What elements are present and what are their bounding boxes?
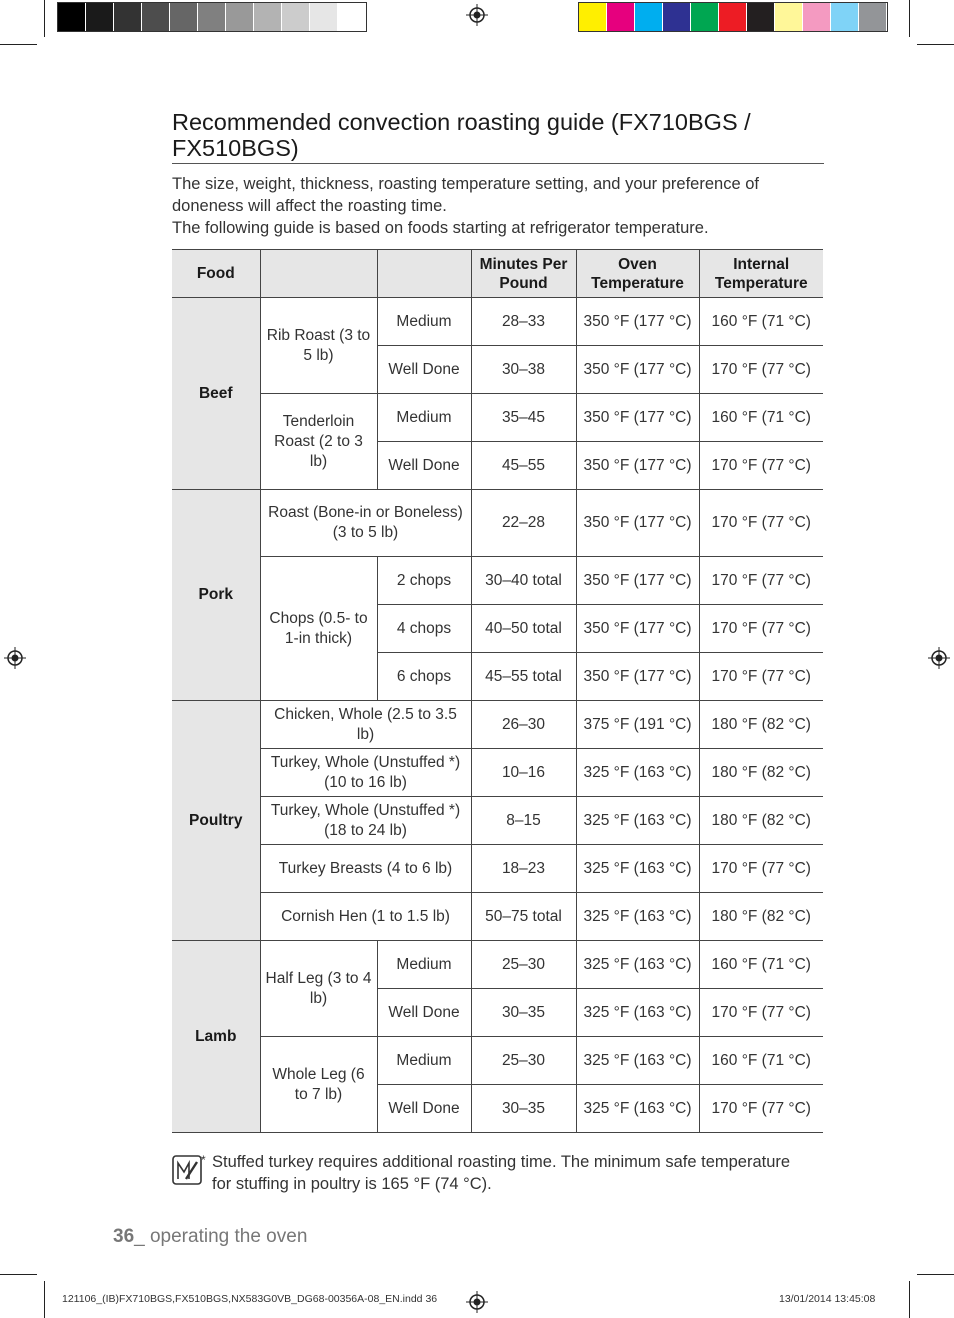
oven-temp-cell: 325 °F (163 °C) (576, 941, 699, 989)
page-footer (113, 1226, 307, 1248)
table-row (172, 490, 823, 557)
print-slug-date: 13/01/2014 13:45:08 (779, 1293, 876, 1305)
table-row (172, 941, 823, 989)
oven-temp-cell: 325 °F (163 °C) (576, 749, 699, 797)
calibration-swatch (663, 3, 691, 31)
minutes-cell: 28–33 (471, 298, 576, 346)
crop-mark (0, 44, 37, 45)
section-name: _ operating the oven (134, 1226, 308, 1247)
minutes-cell: 40–50 total (471, 605, 576, 653)
minutes-cell: 30–35 (471, 989, 576, 1037)
print-slug-file: 121106_(IB)FX710BGS,FX510BGS,NX583G0VB_DG68-00356A-08_EN.indd 36 (62, 1293, 438, 1305)
table-row (172, 298, 823, 346)
calibration-swatch (114, 3, 142, 31)
oven-temp-cell: 325 °F (163 °C) (576, 845, 699, 893)
doneness-cell: 4 chops (377, 605, 471, 653)
table-row (172, 1037, 823, 1085)
table-row (172, 845, 823, 893)
minutes-cell: 30–40 total (471, 557, 576, 605)
doneness-cell: Well Done (377, 989, 471, 1037)
internal-temp-cell: 170 °F (77 °C) (699, 490, 823, 557)
calibration-swatch (803, 3, 831, 31)
cut-cell: Half Leg (3 to 4 lb) (260, 941, 377, 1037)
category-poultry: Poultry (172, 701, 260, 941)
cut-cell: Cornish Hen (1 to 1.5 lb) (260, 893, 471, 941)
calibration-swatch (226, 3, 254, 31)
oven-temp-cell: 325 °F (163 °C) (576, 1085, 699, 1133)
doneness-cell: Well Done (377, 1085, 471, 1133)
doneness-cell: Medium (377, 941, 471, 989)
oven-temp-cell: 375 °F (191 °C) (576, 701, 699, 749)
internal-temp-cell: 170 °F (77 °C) (699, 442, 823, 490)
oven-temp-cell: 350 °F (177 °C) (576, 490, 699, 557)
calibration-swatch (310, 3, 338, 31)
note-pencil-icon (172, 1155, 202, 1185)
doneness-cell: Medium (377, 394, 471, 442)
header-oven-temp: Oven Temperature (576, 250, 699, 298)
doneness-cell: Medium (377, 1037, 471, 1085)
category-lamb: Lamb (172, 941, 260, 1133)
minutes-cell: 22–28 (471, 490, 576, 557)
table-header-row (172, 250, 823, 298)
oven-temp-cell: 350 °F (177 °C) (576, 653, 699, 701)
calibration-swatch (607, 3, 635, 31)
page-number: 36 (113, 1226, 135, 1247)
calibration-swatch (747, 3, 775, 31)
header-food: Food (172, 250, 260, 298)
internal-temp-cell: 170 °F (77 °C) (699, 989, 823, 1037)
crop-mark (917, 44, 954, 45)
internal-temp-cell: 170 °F (77 °C) (699, 653, 823, 701)
calibration-swatch (282, 3, 310, 31)
oven-temp-cell: 325 °F (163 °C) (576, 989, 699, 1037)
cut-cell: Whole Leg (6 to 7 lb) (260, 1037, 377, 1133)
cut-cell: Chops (0.5- to 1-in thick) (260, 557, 377, 701)
calibration-swatch (831, 3, 859, 31)
roasting-guide-table (172, 249, 823, 1133)
internal-temp-cell: 160 °F (71 °C) (699, 1037, 823, 1085)
doneness-cell: Well Done (377, 442, 471, 490)
intro-text (172, 173, 824, 239)
minutes-cell: 25–30 (471, 941, 576, 989)
crop-mark (44, 1281, 45, 1318)
doneness-cell: 6 chops (377, 653, 471, 701)
footnote-marker: * (201, 1153, 206, 1167)
table-row (172, 557, 823, 605)
calibration-swatch (198, 3, 226, 31)
internal-temp-cell: 170 °F (77 °C) (699, 557, 823, 605)
calibration-swatch (254, 3, 282, 31)
internal-temp-cell: 160 °F (71 °C) (699, 298, 823, 346)
calibration-swatch (86, 3, 114, 31)
calibration-swatch (142, 3, 170, 31)
internal-temp-cell: 160 °F (71 °C) (699, 941, 823, 989)
oven-temp-cell: 325 °F (163 °C) (576, 1037, 699, 1085)
cut-cell: Tenderloin Roast (2 to 3 lb) (260, 394, 377, 490)
internal-temp-cell: 170 °F (77 °C) (699, 346, 823, 394)
doneness-cell: Medium (377, 298, 471, 346)
header-doneness (377, 250, 471, 298)
calibration-swatch (338, 3, 366, 31)
header-internal-temp: Internal Temperature (699, 250, 823, 298)
crop-mark (917, 1274, 954, 1275)
color-calibration-bar (578, 2, 888, 32)
cut-cell: Chicken, Whole (2.5 to 3.5 lb) (260, 701, 471, 749)
oven-temp-cell: 350 °F (177 °C) (576, 557, 699, 605)
table-row (172, 893, 823, 941)
minutes-cell: 45–55 (471, 442, 576, 490)
minutes-cell: 8–15 (471, 797, 576, 845)
table-row (172, 797, 823, 845)
crop-mark (0, 1274, 37, 1275)
internal-temp-cell: 160 °F (71 °C) (699, 394, 823, 442)
registration-mark-icon (466, 4, 488, 26)
internal-temp-cell: 170 °F (77 °C) (699, 1085, 823, 1133)
oven-temp-cell: 350 °F (177 °C) (576, 298, 699, 346)
category-beef: Beef (172, 298, 260, 490)
calibration-swatch (719, 3, 747, 31)
oven-temp-cell: 350 °F (177 °C) (576, 394, 699, 442)
internal-temp-cell: 180 °F (82 °C) (699, 893, 823, 941)
registration-mark-icon (928, 647, 950, 669)
oven-temp-cell: 350 °F (177 °C) (576, 346, 699, 394)
note-body: Stuffed turkey requires additional roasting time. The minimum safe temperature for stuffing in poultry is 165 °F (74 °C). (212, 1153, 791, 1193)
oven-temp-cell: 325 °F (163 °C) (576, 893, 699, 941)
header-minutes: Minutes Per Pound (471, 250, 576, 298)
calibration-swatch (859, 3, 887, 31)
cut-cell: Roast (Bone-in or Boneless) (3 to 5 lb) (260, 490, 471, 557)
intro-paragraph: The size, weight, thickness, roasting temperature setting, and your preference of doneness will affect the roasting time. (172, 175, 759, 215)
calibration-swatch (579, 3, 607, 31)
internal-temp-cell: 170 °F (77 °C) (699, 845, 823, 893)
oven-temp-cell: 350 °F (177 °C) (576, 442, 699, 490)
minutes-cell: 10–16 (471, 749, 576, 797)
table-row (172, 701, 823, 749)
cut-cell: Rib Roast (3 to 5 lb) (260, 298, 377, 394)
crop-mark (909, 1281, 910, 1318)
calibration-swatch (170, 3, 198, 31)
internal-temp-cell: 180 °F (82 °C) (699, 749, 823, 797)
table-row (172, 749, 823, 797)
category-pork: Pork (172, 490, 260, 701)
table-row (172, 394, 823, 442)
calibration-swatch (58, 3, 86, 31)
oven-temp-cell: 350 °F (177 °C) (576, 605, 699, 653)
cut-cell: Turkey Breasts (4 to 6 lb) (260, 845, 471, 893)
registration-mark-icon (4, 647, 26, 669)
cut-cell: Turkey, Whole (Unstuffed *) (10 to 16 lb) (260, 749, 471, 797)
intro-paragraph: The following guide is based on foods starting at refrigerator temperature. (172, 219, 709, 237)
crop-mark (909, 0, 910, 37)
minutes-cell: 30–35 (471, 1085, 576, 1133)
doneness-cell: Well Done (377, 346, 471, 394)
crop-mark (44, 0, 45, 37)
minutes-cell: 18–23 (471, 845, 576, 893)
oven-temp-cell: 325 °F (163 °C) (576, 797, 699, 845)
doneness-cell: 2 chops (377, 557, 471, 605)
minutes-cell: 50–75 total (471, 893, 576, 941)
page-title: Recommended convection roasting guide (FX710BGS / FX510BGS) (172, 109, 824, 164)
calibration-swatch (775, 3, 803, 31)
calibration-swatch (691, 3, 719, 31)
minutes-cell: 25–30 (471, 1037, 576, 1085)
grayscale-calibration-bar (57, 2, 367, 32)
minutes-cell: 45–55 total (471, 653, 576, 701)
minutes-cell: 30–38 (471, 346, 576, 394)
internal-temp-cell: 170 °F (77 °C) (699, 605, 823, 653)
note-text (201, 1151, 812, 1195)
minutes-cell: 35–45 (471, 394, 576, 442)
minutes-cell: 26–30 (471, 701, 576, 749)
internal-temp-cell: 180 °F (82 °C) (699, 797, 823, 845)
calibration-swatch (635, 3, 663, 31)
cut-cell: Turkey, Whole (Unstuffed *) (18 to 24 lb) (260, 797, 471, 845)
registration-mark-icon (466, 1291, 488, 1313)
internal-temp-cell: 180 °F (82 °C) (699, 701, 823, 749)
header-cut (260, 250, 377, 298)
